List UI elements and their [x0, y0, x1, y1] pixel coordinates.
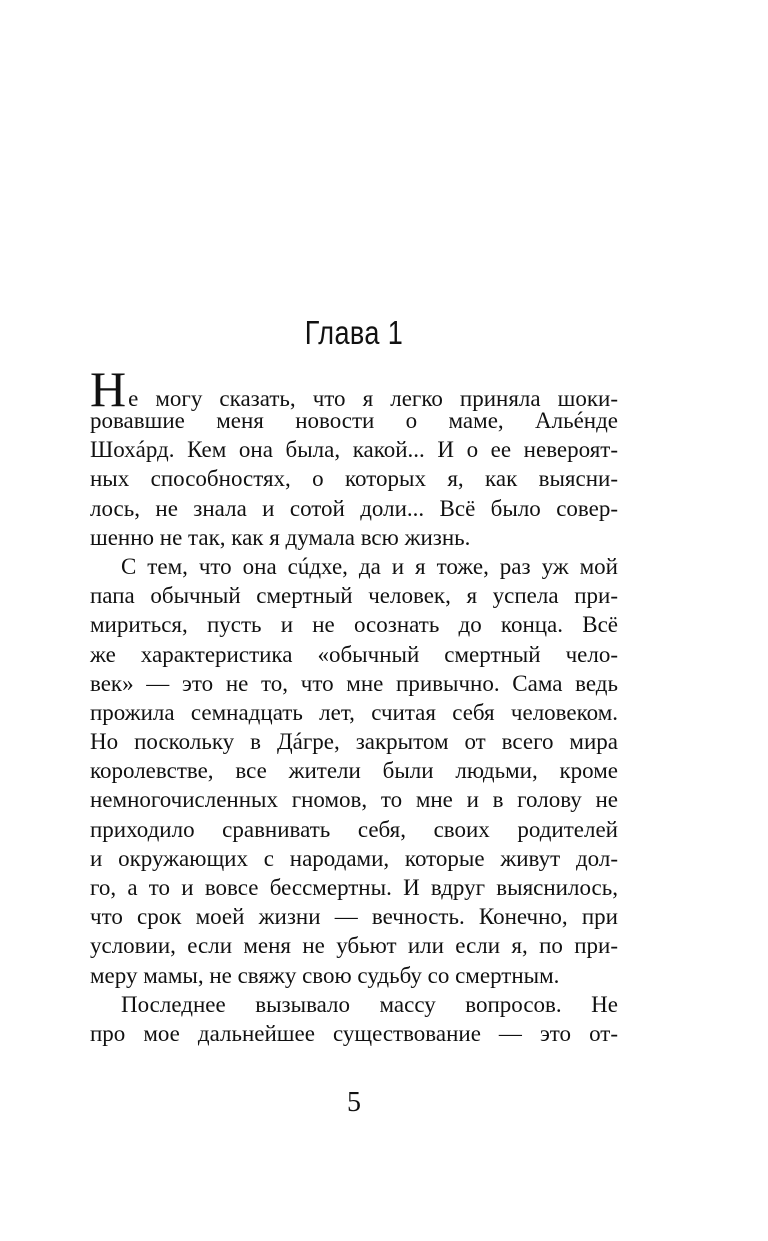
paragraph-line: меру мамы, не свяжу свою судьбу со смертным. — [90, 962, 560, 988]
page-number: 5 — [347, 1087, 361, 1118]
paragraph-line: же характеристика «обычный смертный чело- — [90, 641, 618, 667]
paragraph-line: С тем, что она сúдхе, да и я тоже, раз уж мой — [121, 553, 618, 579]
paragraph-line: Но поскольку в Дáгре, закрытом от всего мира — [90, 729, 618, 755]
paragraph-line: про мое дальнейшее существование — это от- — [90, 1020, 618, 1046]
paragraph-line: немногочисленных гномов, то мне и в голову не — [90, 787, 618, 813]
paragraph-line: королевстве, все жители были людьми, кроме — [90, 758, 618, 784]
paragraph-line: лось, не знала и сотой доли... Всё было совер- — [90, 495, 618, 521]
paragraph-line: Шохáрд. Кем она была, какой... И о ее невероят- — [90, 437, 618, 463]
chapter-title: Глава 1 — [304, 314, 404, 351]
paragraph-line: го, а то и вовсе бессмертны. И вдруг выяснилось, — [90, 875, 618, 900]
paragraph-line: приходило сравнивать себя, своих родителей — [90, 816, 618, 842]
paragraph-line: Последнее вызывало массу вопросов. Не — [121, 991, 618, 1017]
paragraph-line: мириться, пусть и не осознать до конца. Всё — [90, 612, 618, 638]
first-line-text: е могу сказать, что я легко приняла шоки- — [128, 386, 618, 411]
paragraph-line: ных способностях, о которых я, как выясни- — [90, 466, 618, 492]
paragraph-line — [90, 361, 618, 417]
body-text — [90, 361, 618, 1048]
drop-cap: Н — [90, 361, 127, 417]
paragraph-line: век» — это не то, что мне привычно. Сама ведь — [90, 670, 618, 696]
paragraph-line: прожила семнадцать лет, считая себя человеком. — [90, 699, 618, 725]
paragraph-line: папа обычный смертный человек, я успела при- — [90, 583, 618, 609]
paragraph-line: и окружающих с народами, которые живут дол- — [90, 845, 618, 871]
paragraph-line: ровавшие меня новости о маме, Альéнде — [90, 408, 618, 433]
paragraph-line: что срок моей жизни — вечность. Конечно, при — [90, 904, 618, 930]
paragraph-line: условии, если меня не убьют или если я, по при- — [90, 933, 618, 959]
paragraph-line: шенно не так, как я думала всю жизнь. — [90, 524, 471, 550]
